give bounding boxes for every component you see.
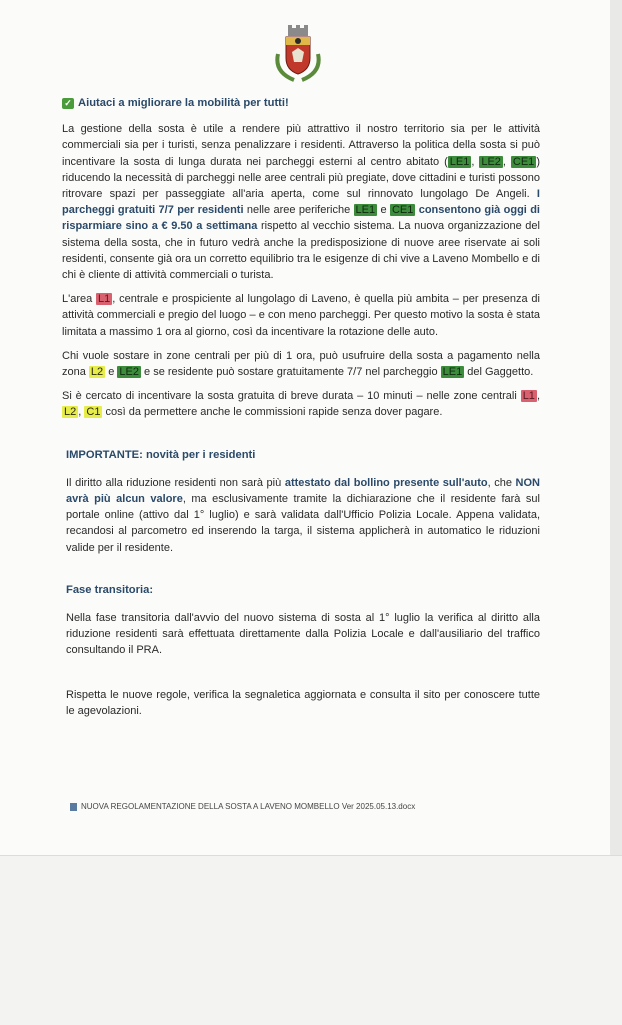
zone-tag-le1: LE1 <box>355 204 376 217</box>
emphasis-text: NON avrà più alcun valore <box>66 476 540 506</box>
footer-filename: NUOVA REGOLAMENTAZIONE DELLA SOSTA A LAVENO MOMBELLO Ver 2025.05.13.docx <box>81 802 416 811</box>
text: rispetto al vecchio sistema. La nuova organizzazione del sistema della sosta, che in futuro vedrà anche la predisposizione di nuove aree riservate ai soli residenti, consente già ora un corretto equilibrio tra le esigenze di chi vive a Laveno Mombello e di chi è cliente di attività commerciali o turista. <box>62 220 540 282</box>
text: ) riducendo la necessità di parcheggi nelle aree centrali più pregiate, dove cittadini e turisti possono ritrovare spazi per passeggiate all'aria aperta, come sul rinnovato lungolago De Angeli. <box>62 155 540 201</box>
zone-tag-l1: L1 <box>522 390 535 403</box>
text: , centrale e prospiciente al lungolago di Laveno, è quella più ambita – per presenza di attività commerciali e pregio del luogo – e con meno parcheggi. Per questo motivo la sosta è stata limitata a massimo 1 ora al giorno, così da incentivare la rotazione delle auto. <box>62 293 540 338</box>
emphasis-text: consentono già oggi di risparmiare sino a € 9.50 a settimana <box>62 204 540 233</box>
zone-tag-c1: C1 <box>86 406 101 419</box>
text: , che <box>487 476 516 489</box>
text: L'area <box>62 293 97 306</box>
transition-heading: Fase transitoria: <box>66 583 154 596</box>
municipal-crest <box>272 24 324 84</box>
emphasis-text: attestato dal bollino presente sull'auto <box>284 476 488 489</box>
text: e <box>377 204 390 217</box>
zone-tag-l2: L2 <box>90 366 104 379</box>
zone-tag-le1: LE1 <box>449 155 470 168</box>
text: così da permettere anche le commissioni rapide senza dover pagare. <box>102 406 443 419</box>
important-heading <box>66 447 540 463</box>
text: , <box>502 155 511 168</box>
transition-paragraph: Nella fase transitoria dall'avvio del nuovo sistema di sosta al 1° luglio la verifica al diritto alla riduzione residenti sarà effettuata direttamente dalla Polizia Locale e dall'ausiliario del traffico consultando il PRA. <box>66 612 540 657</box>
text: e <box>105 366 118 379</box>
check-icon: ✓ <box>62 98 74 109</box>
text: del Gaggetto. <box>464 366 534 379</box>
important-paragraph <box>66 475 540 556</box>
paragraph-2 <box>62 291 540 340</box>
text: Il diritto alla riduzione residenti non sarà più <box>66 476 285 489</box>
closing-paragraph: Rispetta le nuove regole, verifica la segnaletica aggiornata e consulta il sito per conoscere tutte le agevolazioni. <box>66 688 540 717</box>
zone-tag-le2: LE2 <box>119 366 139 379</box>
emphasis-text: I parcheggi gratuiti 7/7 per residenti <box>62 188 540 217</box>
zone-tag-le1: LE1 <box>442 366 463 379</box>
document-icon <box>70 803 77 811</box>
paragraph-4 <box>62 388 540 420</box>
lower-sheet <box>0 855 622 1025</box>
paragraph-3 <box>62 348 540 380</box>
heading <box>62 95 540 111</box>
text: Si è cercato di incentivare la sosta gratuita di breve durata – 10 minuti – nelle zone centrali <box>62 390 521 403</box>
text: La gestione della sosta è utile a rendere più attrattivo il nostro territorio sia per le attività commerciali sia per i turisti, senza penalizzare i residenti. Attraverso la politica della sosta si può incentivare la sosta di lunga durata nei parcheggi esterni al centro abitato ( <box>62 123 540 168</box>
text: , <box>471 155 480 168</box>
page-edge <box>610 0 622 855</box>
zone-tag-l1: L1 <box>98 293 111 306</box>
text: , <box>78 406 85 419</box>
text: e se residente può sostare gratuitamente 7/7 nel parcheggio <box>140 366 441 379</box>
zone-tag-ce1: CE1 <box>391 204 414 217</box>
zone-tag-l2: L2 <box>64 406 77 419</box>
text: Chi vuole sostare in zone centrali per più di 1 ora, può usufruire della sosta a pagamento nella zona <box>62 349 540 379</box>
paragraph-1 <box>62 121 540 283</box>
text: nelle aree periferiche <box>243 204 354 217</box>
text: , ma esclusivamente tramite la dichiarazione che il residente farà sul portale online (attivo dal 1° luglio) e sarà validata dall'Ufficio Polizia Locale. Appena validata, recandosi al parcometro ed inserendo la targa, il sistema applicherà in automatico le riduzioni valide per il residente. <box>66 493 540 554</box>
zone-tag-le2: LE2 <box>481 155 501 168</box>
text: , <box>536 390 540 403</box>
zone-tag-ce1: CE1 <box>512 155 535 168</box>
footer <box>70 802 415 811</box>
heading-text: Aiutaci a migliorare la mobilità per tutti! <box>78 97 289 109</box>
important-label: IMPORTANTE <box>66 448 140 461</box>
important-subtitle: : novità per i residenti <box>139 448 256 461</box>
document-body <box>62 95 540 727</box>
